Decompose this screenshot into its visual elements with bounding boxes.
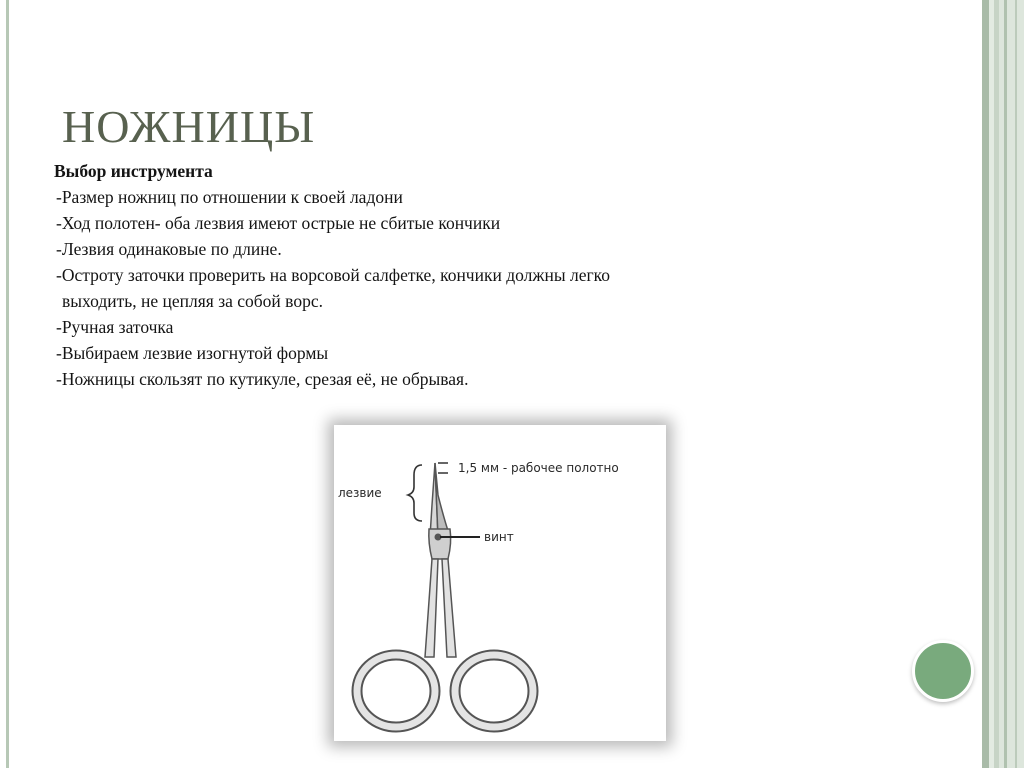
right-decor-band: [1015, 0, 1017, 768]
bullet-item: -Остроту заточки проверить на ворсовой салфетке, кончики должны легко: [56, 265, 611, 285]
right-decor-band: [1004, 0, 1007, 768]
bullet-item: -Размер ножниц по отношении к своей ладони: [56, 187, 403, 207]
label-blade: лезвие: [338, 486, 382, 500]
label-working-edge: 1,5 мм - рабочее полотно: [458, 461, 619, 475]
scissors-shank: [425, 559, 438, 657]
slide-title: НОЖНИЦЫ: [62, 101, 316, 152]
bullet-item: -Выбираем лезвие изогнутой формы: [56, 343, 329, 363]
bullet-item-continuation: выходить, не цепляя за собой ворс.: [62, 291, 323, 311]
slide-body: [50, 158, 850, 392]
left-border-line: [6, 0, 9, 768]
scissors-blade: [435, 463, 450, 537]
scissors-shank: [442, 559, 456, 657]
decorative-circle: [912, 640, 974, 702]
blade-brace: [408, 465, 422, 521]
right-decor-band: [999, 0, 1024, 768]
bullet-item: -Лезвия одинаковые по длине.: [56, 239, 282, 259]
scissors-diagram: [334, 425, 666, 741]
scissors-ring: [357, 655, 435, 727]
right-decor-band: [982, 0, 989, 768]
bullet-item: -Ручная заточка: [56, 317, 174, 337]
label-screw: винт: [484, 530, 514, 544]
bullet-item: -Ход полотен- оба лезвия имеют острые не сбитые кончики: [56, 213, 501, 233]
scissors-ring: [455, 655, 533, 727]
scissors-pivot-plate: [429, 529, 451, 559]
slide-subtitle: Выбор инструмента: [54, 161, 213, 181]
scissors-figure: [334, 425, 666, 741]
bullet-item: -Ножницы скользят по кутикуле, срезая её, не обрывая.: [56, 369, 469, 389]
